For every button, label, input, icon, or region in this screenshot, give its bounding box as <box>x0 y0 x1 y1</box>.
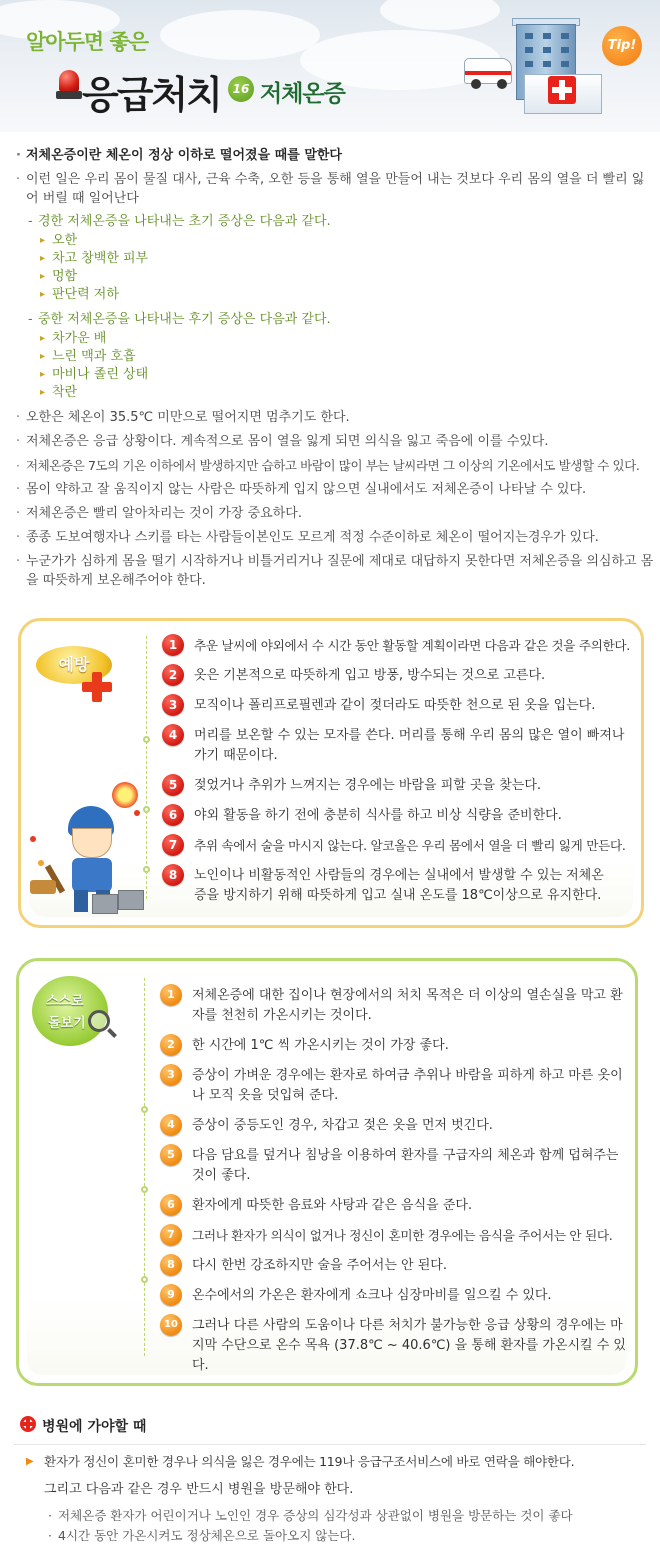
selfcare-badge-line2: 돌보기 <box>48 1016 86 1031</box>
ambulance-icon <box>464 58 512 84</box>
selfcare-item: 그러나 환자가 의식이 없거나 정신이 혼미한 경우에는 음식을 주어서는 안 된다. <box>192 1228 613 1243</box>
timeline-line <box>146 636 147 900</box>
prevention-item: 추위 속에서 술을 마시지 않는다. 알코올은 우리 몸에서 열을 더 빨리 잃게 만든다. <box>194 838 626 853</box>
list-item: ▸ 차가운 배 <box>14 330 654 348</box>
item-number: 1 <box>162 634 184 656</box>
intro-section <box>14 146 654 595</box>
hospital-bullet-text: 저체온증 환자가 어린이거나 노인인 경우 증상의 심각성과 상관없이 병원을 방문하는 것이 좋다 <box>58 1508 573 1523</box>
medical-cross-icon <box>20 1416 36 1432</box>
tip-badge: Tip! <box>602 26 642 66</box>
header-banner <box>0 0 660 132</box>
item-number: 2 <box>162 664 184 686</box>
magnifier-icon <box>88 1010 110 1032</box>
hospital-heading: 병원에 가야할 때 <box>42 1419 147 1435</box>
hospital-bullet-text: 4시간 동안 가온시켜도 정상체온으로 돌아오지 않는다. <box>58 1528 356 1543</box>
list-item: ▸ 차고 창백한 피부 <box>14 250 654 268</box>
prevention-item: 추운 날씨에 야외에서 수 시간 동안 활동할 계획이라면 다음과 같은 것을 주의한다. <box>194 638 631 653</box>
timeline-line <box>144 978 145 1358</box>
item-number: 2 <box>160 1034 182 1056</box>
info-line: · 누군가가 심하게 몸을 떨기 시작하거나 비틀거리거나 질문에 제대로 대답하지 못한다면 저체온증을 의심하고 몸을 따뜻하게 보온해주어야 한다. <box>14 552 654 590</box>
hospital-line: 그리고 다음과 같은 경우 반드시 병원을 방문해야 한다. <box>44 1482 354 1497</box>
list-item: ▸ 멍함 <box>14 268 654 286</box>
prevention-badge: 예방 <box>36 646 112 684</box>
item-number: 7 <box>160 1224 182 1246</box>
page-title: 응급처치 <box>82 73 221 117</box>
hospital-building-icon <box>508 10 600 120</box>
hospital-bullet: · <box>48 1528 52 1543</box>
selfcare-item: 다시 한번 강조하지만 술을 주어서는 안 된다. <box>192 1258 447 1273</box>
selfcare-item: 증상이 가벼운 경우에는 환자로 하여금 추위나 바람을 피하게 하고 마른 옷이나 모직 옷을 덧입혀 준다. <box>192 1068 623 1103</box>
selfcare-item: 저체온증에 대한 집이나 현장에서의 처치 목적은 더 이상의 열손실을 막고 환자를 천천히 가온시키는 것이다. <box>192 988 623 1023</box>
info-line: · 종종 도보여행자나 스키를 타는 사람들이본인도 모르게 적정 수준이하로 체온이 떨어지는경우가 있다. <box>14 528 654 547</box>
timeline-node <box>141 1106 148 1113</box>
selfcare-item: 환자에게 따뜻한 음료와 사탕과 같은 음식을 준다. <box>192 1198 473 1213</box>
item-number: 3 <box>160 1064 182 1086</box>
intro-cause: · 이런 일은 우리 몸이 물질 대사, 근육 수축, 오한 등을 통해 열을 만들어 내는 것보다 우리 몸의 열을 더 빨리 잃어 버릴 때 일어난다 <box>14 170 654 208</box>
red-cross-icon <box>82 672 112 702</box>
item-number: 9 <box>160 1284 182 1306</box>
item-number: 5 <box>160 1144 182 1166</box>
item-number: 8 <box>160 1254 182 1276</box>
hospital-line: 환자가 정신이 혼미한 경우나 의식을 잃은 경우에는 119나 응급구조서비스에 바로 연락을 해야한다. <box>44 1454 575 1469</box>
timeline-node <box>141 1186 148 1193</box>
timeline-node <box>141 1276 148 1283</box>
item-number: 7 <box>162 834 184 856</box>
early-symptoms-heading: - 경한 저체온증을 나타내는 초기 증상은 다음과 같다. <box>14 212 654 231</box>
selfcare-item: 다음 담요를 덮거나 침낭을 이용하여 환자를 구급자의 체온과 함께 덥혀주는 것이 좋다. <box>192 1148 619 1183</box>
info-line: · 몸이 약하고 잘 움직이지 않는 사람은 따뜻하게 입지 않으면 실내에서도 저체온증이 나타날 수 있다. <box>14 480 654 499</box>
list-item: ▸ 판단력 저하 <box>14 286 654 304</box>
prevention-item: 젖었거나 추위가 느껴지는 경우에는 바람을 피할 곳을 찾는다. <box>194 778 542 793</box>
item-number: 6 <box>162 804 184 826</box>
divider <box>14 1444 646 1445</box>
info-line: · 오한은 체온이 35.5℃ 미만으로 떨어지면 멈추기도 한다. <box>14 408 654 427</box>
item-number: 4 <box>162 724 184 746</box>
prevention-item: 야외 활동을 하기 전에 충분히 식사를 하고 비상 식량을 준비한다. <box>194 808 562 823</box>
timeline-node <box>143 736 150 743</box>
item-number: 6 <box>160 1194 182 1216</box>
episode-number-badge: 16 <box>228 76 254 102</box>
header-subtitle: 알아두면 좋은 <box>26 30 149 54</box>
list-item: ▸ 오한 <box>14 232 654 250</box>
worker-illustration <box>24 780 144 920</box>
prevention-item: 노인이나 비활동적인 사람들의 경우에는 실내에서 발생할 수 있는 저체온증을 방지하기 위해 따뜻하게 입고 실내 온도를 18℃이상으로 유지한다. <box>194 868 604 903</box>
selfcare-item: 그러나 다른 사람의 도움이나 다른 처치가 불가능한 응급 상황의 경우에는 마지막 수단으로 온수 목욕 (37.8℃ ~ 40.6℃) 을 통해 환자를 가온시킬 수 있다. <box>192 1318 626 1373</box>
item-number: 1 <box>160 984 182 1006</box>
info-line: · 저체온증은 7도의 기온 이하에서 발생하지만 습하고 바람이 많이 부는 날씨라면 그 이상의 기온에서도 발생할 수 있다. <box>14 456 654 475</box>
item-number: 10 <box>160 1314 182 1336</box>
selfcare-item: 증상이 중등도인 경우, 차갑고 젖은 옷을 먼저 벗긴다. <box>192 1118 493 1133</box>
page-topic: 저체온증 <box>260 81 345 107</box>
info-line: · 저체온증은 빨리 알아차리는 것이 가장 중요하다. <box>14 504 654 523</box>
prevention-item: 옷은 기본적으로 따뜻하게 입고 방풍, 방수되는 것으로 고른다. <box>194 668 546 683</box>
list-item: ▸ 마비나 졸린 상태 <box>14 366 654 384</box>
selfcare-item: 한 시간에 1℃ 씩 가온시키는 것이 가장 좋다. <box>192 1038 449 1053</box>
siren-icon <box>58 70 80 100</box>
selfcare-badge-line1: 스스로 <box>46 994 84 1009</box>
late-symptoms <box>14 310 654 402</box>
arrow-icon: ▶ <box>26 1456 34 1467</box>
selfcare-item: 온수에서의 가온은 환자에게 쇼크나 심장마비를 일으킬 수 있다. <box>192 1288 552 1303</box>
item-number: 4 <box>160 1114 182 1136</box>
prevention-item: 머리를 보온할 수 있는 모자를 쓴다. 머리를 통해 우리 몸의 많은 열이 빠져나가기 때문이다. <box>194 728 625 763</box>
early-symptoms <box>14 212 654 304</box>
late-symptoms-heading: - 중한 저체온증을 나타내는 후기 증상은 다음과 같다. <box>14 310 654 329</box>
timeline-node <box>143 806 150 813</box>
intro-definition: · 저체온증이란 체온이 정상 이하로 떨어졌을 때를 말한다 <box>14 146 654 165</box>
list-item: ▸ 느린 맥과 호흡 <box>14 348 654 366</box>
timeline-node <box>143 866 150 873</box>
item-number: 5 <box>162 774 184 796</box>
hospital-bullet: · <box>48 1508 52 1523</box>
item-number: 8 <box>162 864 184 886</box>
info-line: · 저체온증은 응급 상황이다. 계속적으로 몸이 열을 잃게 되면 의식을 잃고 죽음에 이를 수있다. <box>14 432 654 451</box>
item-number: 3 <box>162 694 184 716</box>
prevention-item: 모직이나 폴리프로필렌과 같이 젖더라도 따뜻한 천으로 된 옷을 입는다. <box>194 698 596 713</box>
list-item: ▸ 착란 <box>14 384 654 402</box>
